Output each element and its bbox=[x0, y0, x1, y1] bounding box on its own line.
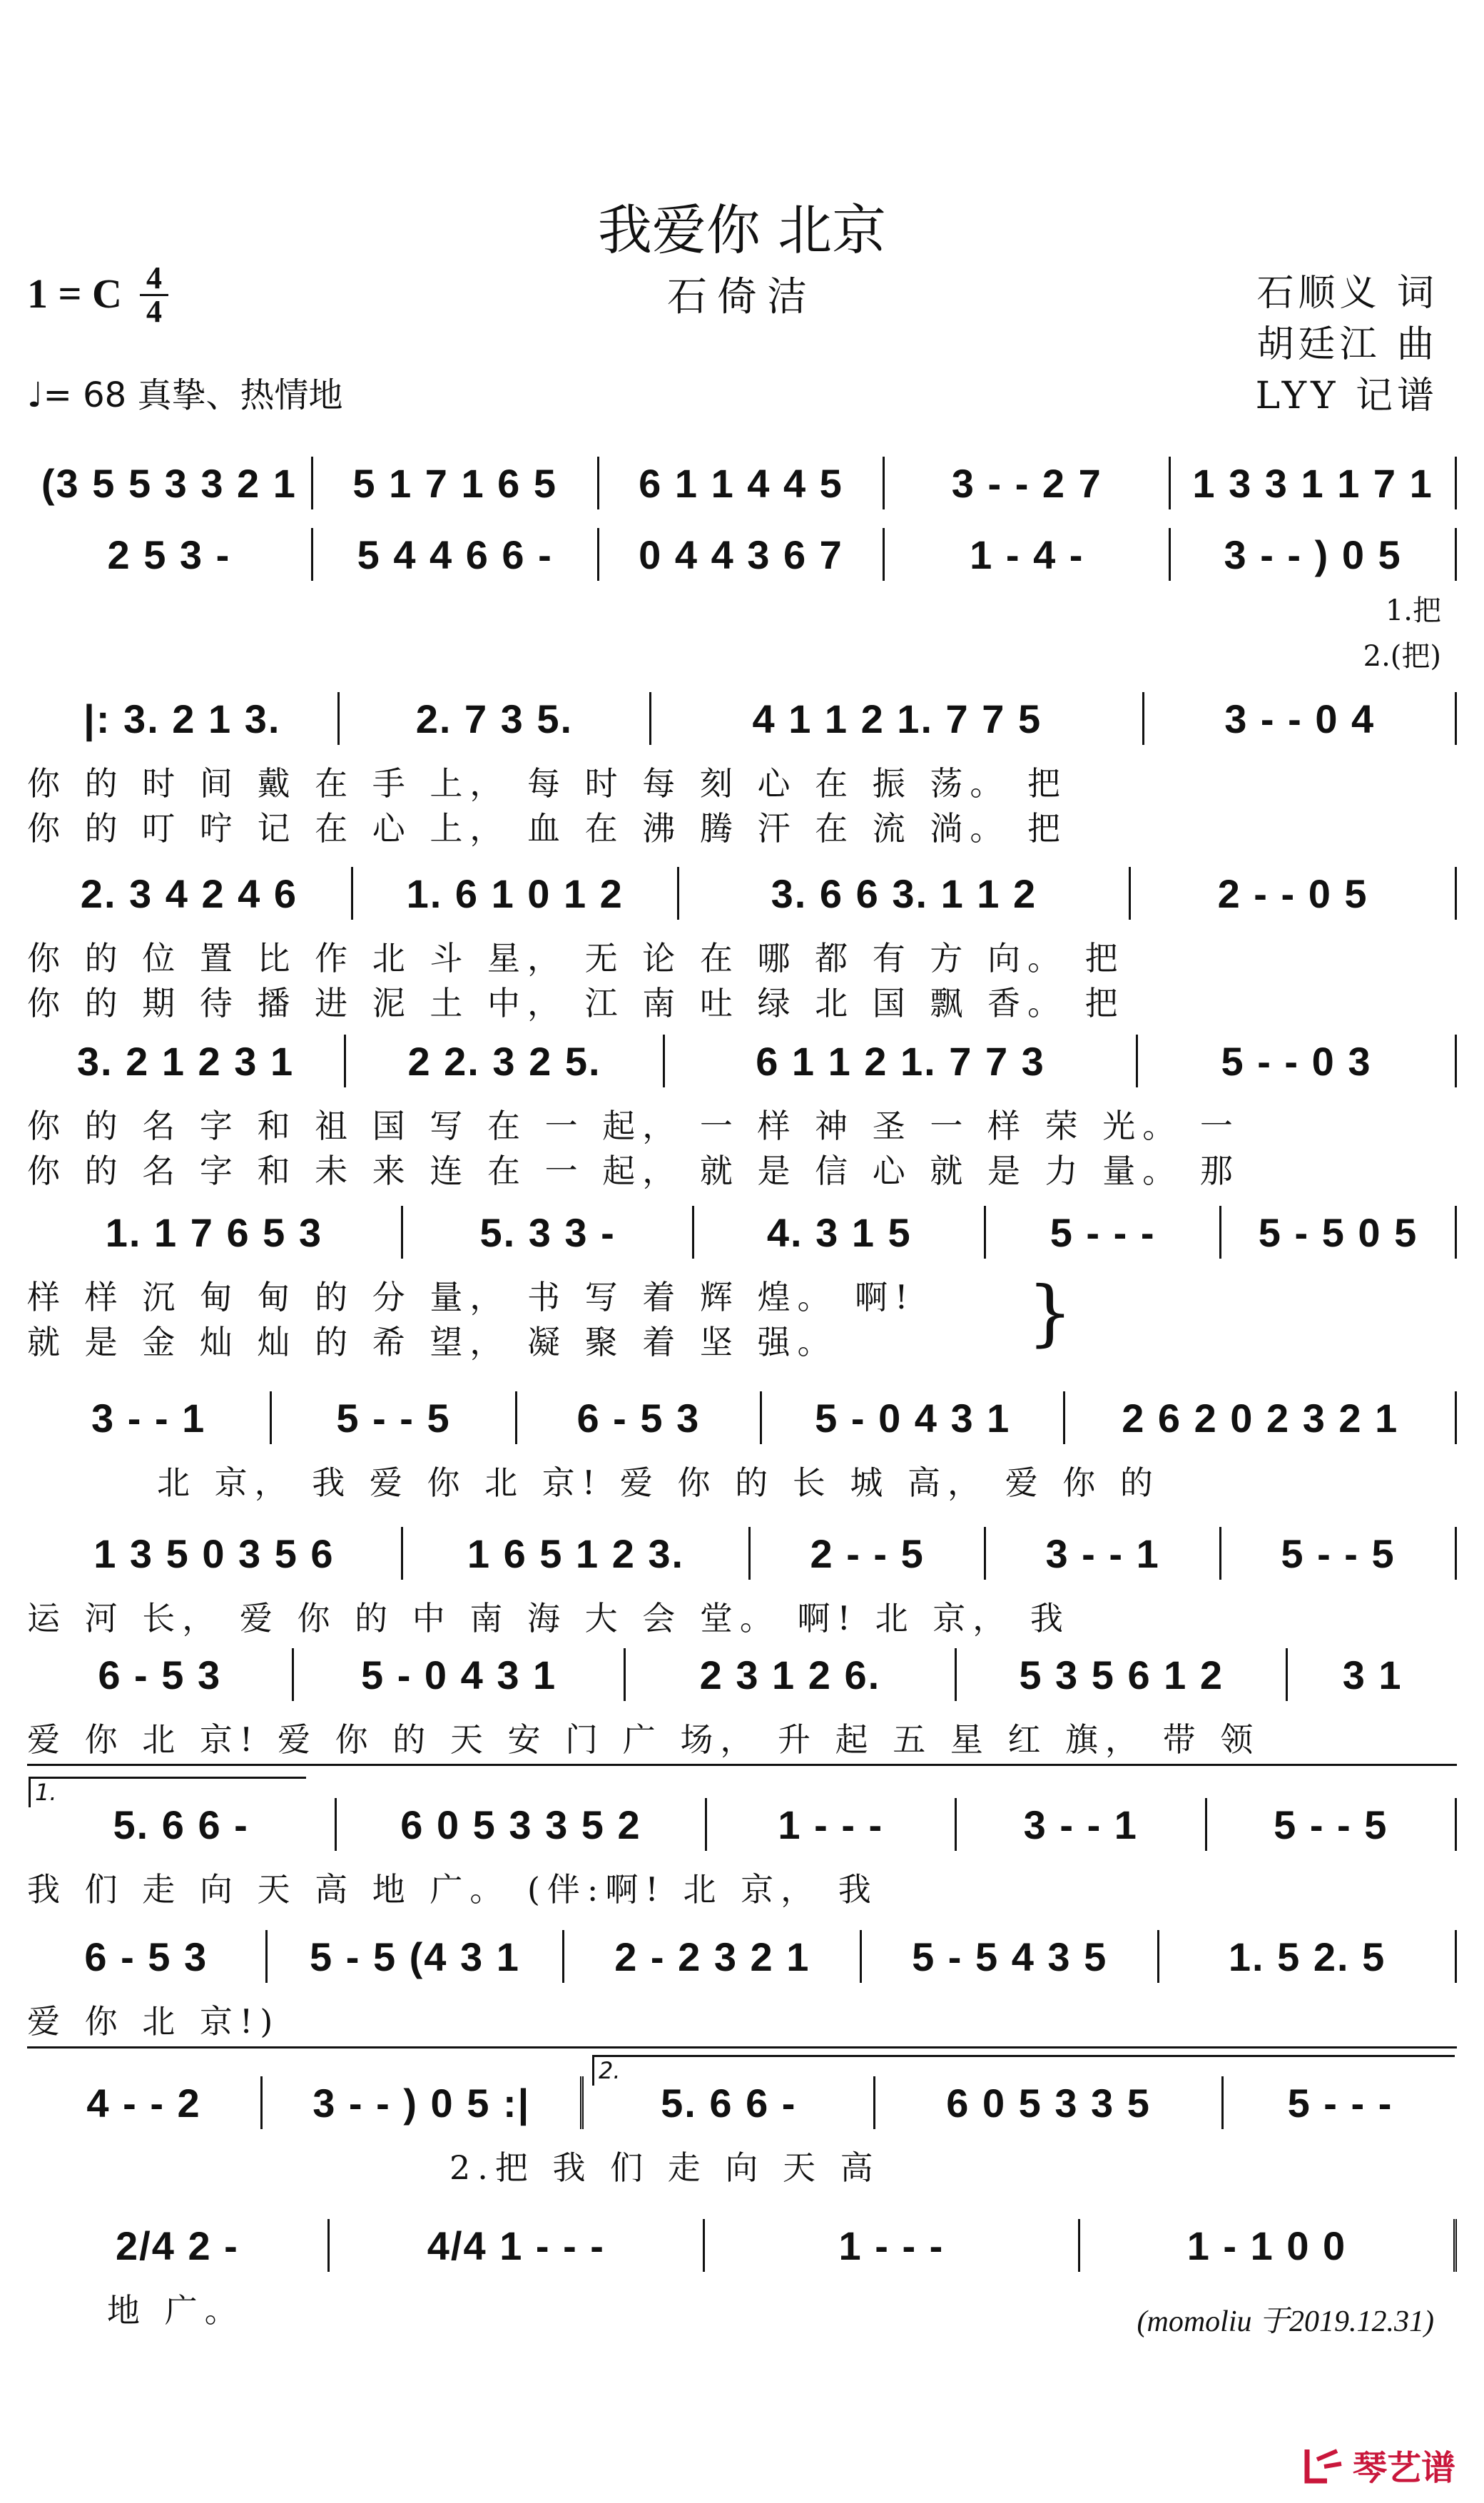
measure: 2 3 1 2 6. bbox=[626, 1648, 957, 1701]
lyrics-refrain: 北 京， 我 爱 你 北 京! 爱 你 的 长 城 高， 爱 你 的 bbox=[157, 1463, 1160, 1502]
measure: 5 4 4 6 6 - bbox=[313, 528, 599, 581]
measure: 2 - - 0 5 bbox=[1131, 867, 1457, 920]
notes-line bbox=[27, 2076, 1457, 2129]
pickup-lyric-1: 1.把 bbox=[1385, 594, 1441, 627]
notes-line bbox=[27, 867, 1457, 920]
measure: |: 3. 2 1 3. bbox=[27, 692, 340, 745]
volta-1: 1. bbox=[29, 1777, 306, 1807]
lyrics-verse-2: 你 的 期 待 播 进 泥 土 中， 江 南 吐 绿 北 国 飘 香。 把 bbox=[27, 984, 1125, 1022]
notes-line bbox=[27, 1527, 1457, 1580]
measure: 6 0 5 3 3 5 2 bbox=[337, 1798, 706, 1851]
measure: 1. 1 7 6 5 3 bbox=[27, 1206, 403, 1259]
notes-line bbox=[27, 692, 1457, 745]
measure: 2/4 2 - bbox=[27, 2219, 330, 2272]
logo-text: 琴艺谱 bbox=[1352, 2448, 1455, 2488]
measure: 5 - 5 0 5 bbox=[1221, 1206, 1457, 1259]
lyrics-refrain: 运 河 长， 爱 你 的 中 南 海 大 会 堂。 啊! 北 京， 我 bbox=[27, 1599, 1070, 1638]
pickup-lyric-2: 2.(把) bbox=[1363, 640, 1441, 673]
measure: 3. 2 1 2 3 1 bbox=[27, 1035, 346, 1087]
measure: 2 - 2 3 2 1 bbox=[564, 1930, 862, 1983]
measure: 3 - - 1 bbox=[957, 1798, 1206, 1851]
time-signature-top: 4 bbox=[146, 260, 162, 295]
measure: 2 2. 3 2 5. bbox=[346, 1035, 665, 1087]
measure: 3 - - ) 0 5 bbox=[1171, 528, 1457, 581]
measure: 6 1 1 2 1. 7 7 3 bbox=[665, 1035, 1138, 1087]
lyrics-verse-2: 就 是 金 灿 灿 的 希 望， 凝 聚 着 坚 强。 bbox=[27, 1323, 838, 1361]
measure: 5 - - 0 3 bbox=[1138, 1035, 1457, 1087]
measure: 6 - 5 3 bbox=[517, 1391, 762, 1444]
measure: 5 1 7 1 6 5 bbox=[313, 457, 599, 509]
tempo-marking bbox=[27, 367, 342, 417]
measure: 2 6 2 0 2 3 2 1 bbox=[1065, 1391, 1457, 1444]
notes-line bbox=[27, 457, 1457, 509]
measure: 5 - - - bbox=[986, 1206, 1221, 1259]
measure: 2 - - 5 bbox=[751, 1527, 986, 1580]
quarter-note-icon: ♩ bbox=[27, 375, 44, 415]
time-signature bbox=[140, 260, 168, 329]
singer: 石倚洁 bbox=[667, 274, 817, 320]
measure: 4 - - 2 bbox=[27, 2076, 263, 2129]
measure: 2 5 3 - bbox=[27, 528, 313, 581]
lyrics-verse-1: 你 的 位 置 比 作 北 斗 星， 无 论 在 哪 都 有 方 向。 把 bbox=[27, 939, 1125, 978]
measure: 4 1 1 2 1. 7 7 5 bbox=[651, 692, 1144, 745]
key-signature: 1 = C bbox=[27, 270, 122, 317]
measure: 3 - - ) 0 5 :| bbox=[263, 2076, 584, 2129]
lyrics-refrain: 爱 你 北 京! 爱 你 的 天 安 门 广 场， 升 起 五 星 红 旗， 带 领 bbox=[27, 1720, 1261, 1759]
measure: 1 3 3 1 1 7 1 bbox=[1171, 457, 1457, 509]
notes-line bbox=[27, 1930, 1457, 1983]
lyrics-verse-2: 你 的 叮 咛 记 在 心 上， 血 在 沸 腾 汗 在 流 淌。 把 bbox=[27, 809, 1067, 848]
measure: 3. 6 6 3. 1 1 2 bbox=[679, 867, 1132, 920]
measure: 6 - 5 3 bbox=[27, 1930, 268, 1983]
measure: 5. 6 6 - bbox=[27, 1798, 337, 1851]
lyrics-verse-1: 你 的 名 字 和 祖 国 写 在 一 起， 一 样 神 圣 一 样 荣 光。 一 bbox=[27, 1107, 1240, 1145]
measure: 5 3 5 6 1 2 bbox=[957, 1648, 1288, 1701]
measure: 5 - 5 4 3 5 bbox=[862, 1930, 1159, 1983]
measure: 4. 3 1 5 bbox=[694, 1206, 986, 1259]
measure: 1 6 5 1 2 3. bbox=[403, 1527, 751, 1580]
time-signature-bottom: 4 bbox=[146, 294, 162, 329]
measure: 3 - - 1 bbox=[27, 1391, 272, 1444]
measure: 2. 3 4 2 4 6 bbox=[27, 867, 353, 920]
lyrics-refrain: 爱 你 北 京!) bbox=[27, 2002, 280, 2041]
lyrics-verse-2: 你 的 名 字 和 未 来 连 在 一 起， 就 是 信 心 就 是 力 量。 那 bbox=[27, 1152, 1240, 1190]
measure: 5 - 5 (4 3 1 bbox=[268, 1930, 565, 1983]
measure: 3 - - 2 7 bbox=[885, 457, 1171, 509]
measure: 5 - - 5 bbox=[272, 1391, 517, 1444]
notes-line bbox=[27, 1206, 1457, 1259]
measure: 6 1 1 4 4 5 bbox=[599, 457, 885, 509]
measure: 4/4 1 - - - bbox=[330, 2219, 705, 2272]
measure: 3 - - 1 bbox=[986, 1527, 1221, 1580]
measure: (3 5 5 3 3 2 1 bbox=[27, 457, 313, 509]
notes-line bbox=[27, 1391, 1457, 1444]
song-title: 我爱你 北京 bbox=[597, 198, 887, 262]
measure: 5 - - 5 bbox=[1221, 1527, 1457, 1580]
lyricist-credit: 石顺义 词 bbox=[1256, 272, 1438, 315]
lyrics-verse-1: 样 样 沉 甸 甸 的 分 量， 书 写 着 辉 煌。 啊! bbox=[27, 1278, 915, 1316]
measure: 5 - - - bbox=[1287, 2080, 1393, 2126]
transcription-note: (momoliu 于2019.12.31) bbox=[1137, 2305, 1434, 2338]
transcriber-credit: LYY 记谱 bbox=[1255, 375, 1438, 417]
lyrics-refrain: 我 们 走 向 天 高 地 广。 (伴:啊! 北 京， 我 bbox=[27, 1870, 878, 1909]
measure: 1 - 1 0 0 bbox=[1080, 2219, 1457, 2272]
tempo-text: = 68 真挚、热情地 bbox=[43, 375, 343, 415]
notes-line bbox=[27, 1648, 1457, 1701]
lyrics-refrain: 2.把 我 们 走 向 天 高 bbox=[449, 2148, 880, 2187]
volta-2: 2. bbox=[592, 2055, 1455, 2086]
site-logo bbox=[1303, 2440, 1455, 2489]
measure: 2. 7 3 5. bbox=[340, 692, 652, 745]
measure: 1 - - - bbox=[705, 2219, 1080, 2272]
verse-brace: } bbox=[1027, 1271, 1073, 1354]
measure: 6 0 5 3 3 5 bbox=[875, 2076, 1224, 2129]
measure: 3 1 bbox=[1342, 1652, 1403, 1697]
measure: 5 - - 5 bbox=[1207, 1798, 1457, 1851]
notes-line bbox=[27, 1035, 1457, 1087]
measure: 5 - 0 4 3 1 bbox=[294, 1648, 625, 1701]
lyrics-verse-1: 你 的 时 间 戴 在 手 上， 每 时 每 刻 心 在 振 荡。 把 bbox=[27, 764, 1067, 803]
measure: 6 - 5 3 bbox=[27, 1648, 294, 1701]
measure: 3 - - 0 4 bbox=[1144, 692, 1457, 745]
section-divider bbox=[27, 2046, 1457, 2048]
measure: 1 - 4 - bbox=[885, 528, 1171, 581]
measure: 5 - 0 4 3 1 bbox=[762, 1391, 1065, 1444]
measure: 0 4 4 3 6 7 bbox=[599, 528, 885, 581]
notes-line bbox=[27, 1798, 1457, 1851]
logo-icon bbox=[1303, 2445, 1346, 2485]
measure: 1 - - - bbox=[707, 1798, 957, 1851]
section-divider bbox=[27, 1764, 1457, 1766]
notes-line bbox=[27, 528, 1457, 581]
lyrics-ending: 地 广。 bbox=[107, 2291, 245, 2330]
measure: 1 3 5 0 3 5 6 bbox=[27, 1527, 403, 1580]
composer-credit: 胡廷江 曲 bbox=[1256, 323, 1438, 366]
notes-line bbox=[27, 2219, 1457, 2272]
measure: 5. 6 6 - bbox=[584, 2076, 875, 2129]
measure: 5. 3 3 - bbox=[403, 1206, 695, 1259]
measure: 1. 6 1 0 1 2 bbox=[353, 867, 679, 920]
measure: 1. 5 2. 5 bbox=[1159, 1930, 1457, 1983]
